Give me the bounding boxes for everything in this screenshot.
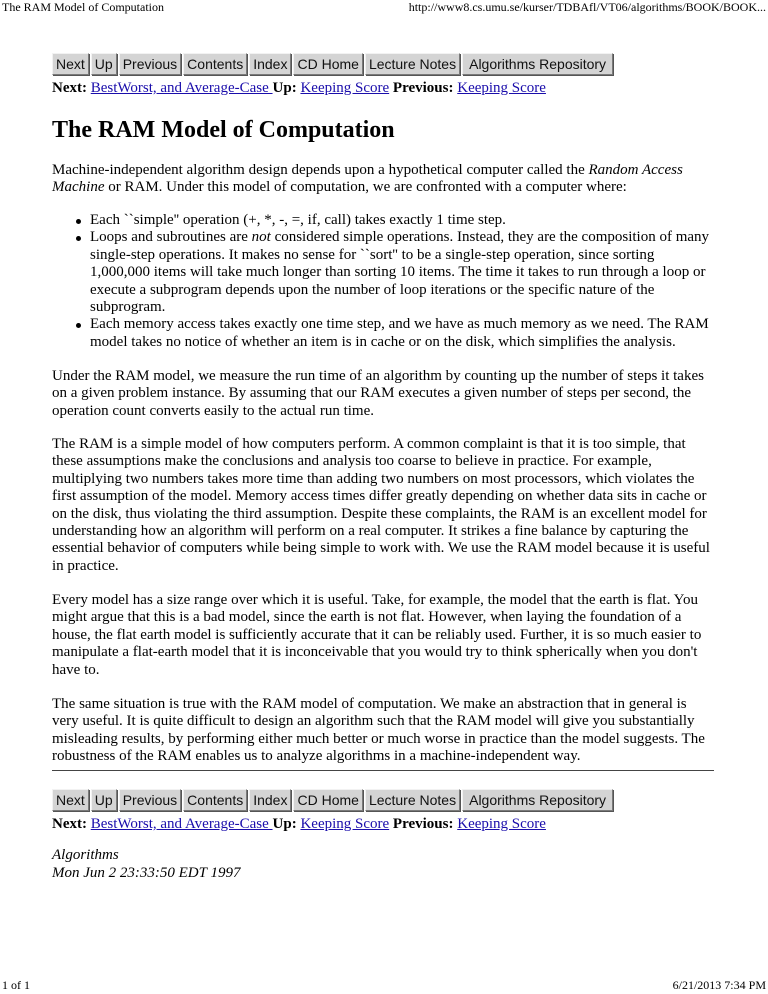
nav-lecture-notes-button[interactable]: Lecture Notes bbox=[365, 53, 460, 75]
next-link[interactable]: BestWorst, and Average-Case bbox=[90, 80, 273, 96]
list-item bbox=[90, 229, 714, 316]
nav-contents-button[interactable]: Contents bbox=[183, 789, 247, 811]
next-link[interactable]: BestWorst, and Average-Case bbox=[90, 816, 273, 832]
previous-label: Previous: bbox=[392, 816, 454, 832]
print-footer bbox=[2, 978, 766, 994]
print-header-title: The RAM Model of Computation bbox=[2, 0, 164, 14]
nav-up-button[interactable]: Up bbox=[91, 789, 117, 811]
print-header bbox=[2, 0, 766, 16]
signature-date: Mon Jun 2 23:33:50 EDT 1997 bbox=[52, 865, 241, 881]
intro-text: Machine-independent algorithm design depends upon a hypothetical computer called the bbox=[52, 162, 589, 178]
nav-index-button[interactable]: Index bbox=[249, 789, 291, 811]
nav-cd-home-button[interactable]: CD Home bbox=[293, 53, 362, 75]
nav-previous-button[interactable]: Previous bbox=[119, 53, 181, 75]
list-item bbox=[90, 212, 714, 229]
next-label: Next: bbox=[52, 80, 87, 96]
intro-paragraph bbox=[52, 162, 714, 197]
bottom-nav-buttons bbox=[52, 789, 613, 811]
nav-algorithms-repository-button[interactable]: Algorithms Repository bbox=[462, 789, 613, 811]
signature bbox=[52, 846, 240, 882]
divider bbox=[52, 770, 714, 771]
next-label: Next: bbox=[52, 816, 87, 832]
previous-link[interactable]: Keeping Score bbox=[457, 816, 546, 832]
nav-up-button[interactable]: Up bbox=[91, 53, 117, 75]
nav-index-button[interactable]: Index bbox=[249, 53, 291, 75]
body-paragraph: The same situation is true with the RAM model of computation. We make an abstraction that in general is very useful. It is quite difficult to design an algorithm such that the RAM model will give you substantially misleading results, by performing either much better or much worse in practice than the model suggests. The robustness of the RAM enables us to analyze algorithms in a machine-independent way. bbox=[52, 696, 705, 765]
previous-label: Previous: bbox=[392, 80, 454, 96]
intro-text-end: or RAM. Under this model of computation, we are confronted with a computer where: bbox=[104, 179, 627, 196]
up-label: Up: bbox=[272, 80, 297, 96]
body-paragraph: The RAM is a simple model of how computers perform. A common complaint is that it is too simple, that these assumptions make the conclusions and analysis too coarse to believe in practice. For example, multiplying two numbers takes more time than adding two numbers on most processors, which violates the first assumption of the model. Memory access times differ greatly depending on whether data sits in cache or on the disk, thus violating the third assumption. Despite these complaints, the RAM is an excellent model for understanding how an algorithm will perform on a real computer. It strikes a fine balance by capturing the essential behavior of computers while being simple to work with. We use the RAM model because it is useful in practice. bbox=[52, 436, 710, 574]
intro-emphasis: Random Access Machine bbox=[52, 162, 683, 196]
list-item-text: Loops and subroutines are bbox=[90, 229, 252, 246]
top-nav-buttons bbox=[52, 53, 613, 75]
signature-name: Algorithms bbox=[52, 847, 119, 863]
list-item-text: considered simple operations. Instead, they are the composition of many single-step operations. It makes no sense for ``sort'' to be a single-step operation, since sorting 1,000,000 items will take much longer than sorting 10 items. The time it takes to run through a loop or execute a subprogram depends upon the number of loop iterations or the specific nature of the subprogram. bbox=[90, 229, 710, 316]
previous-link[interactable]: Keeping Score bbox=[457, 80, 546, 96]
nav-next-button[interactable]: Next bbox=[52, 53, 89, 75]
nav-algorithms-repository-button[interactable]: Algorithms Repository bbox=[462, 53, 613, 75]
top-nav-links bbox=[52, 79, 546, 97]
bottom-nav-links bbox=[52, 815, 546, 833]
print-footer-datetime: 6/21/2013 7:34 PM bbox=[672, 978, 766, 992]
print-header-url: http://www8.cs.umu.se/kurser/TDBAfl/VT06/algorithms/BOOK/BOOK... bbox=[408, 0, 766, 14]
nav-cd-home-button[interactable]: CD Home bbox=[293, 789, 362, 811]
page-title: The RAM Model of Computation bbox=[52, 117, 395, 143]
list-item-emphasis: not bbox=[251, 229, 271, 246]
up-link[interactable]: Keeping Score bbox=[300, 816, 390, 832]
up-label: Up: bbox=[272, 816, 297, 832]
body-paragraph: Every model has a size range over which it is useful. Take, for example, the model that the earth is flat. You might argue that this is a bad model, since the earth is not flat. However, when laying the foundation of a house, the flat earth model is sufficiently accurate that it can be reliably used. Further, it is so much easier to manipulate a flat-earth model that it is inconceivable that you would try to think spherically when you don't have to. bbox=[52, 592, 702, 678]
nav-next-button[interactable]: Next bbox=[52, 789, 89, 811]
list-item-text: Each memory access takes exactly one time step, and we have as much memory as we need. The RAM model takes no notice of whether an item is in cache or on the disk, which simplifies the analysis. bbox=[90, 316, 709, 350]
nav-lecture-notes-button[interactable]: Lecture Notes bbox=[365, 789, 460, 811]
print-footer-page: 1 of 1 bbox=[2, 978, 30, 992]
nav-contents-button[interactable]: Contents bbox=[183, 53, 247, 75]
assumptions-list bbox=[52, 212, 714, 351]
list-item bbox=[90, 316, 714, 351]
body-paragraph: Under the RAM model, we measure the run time of an algorithm by counting up the number of steps it takes on a given problem instance. By assuming that our RAM executes a given number of steps per second, the operation count converts easily to the actual run time. bbox=[52, 368, 704, 419]
nav-previous-button[interactable]: Previous bbox=[119, 789, 181, 811]
list-item-text: Each ``simple'' operation (+, *, -, =, if, call) takes exactly 1 time step. bbox=[90, 212, 506, 228]
up-link[interactable]: Keeping Score bbox=[300, 80, 390, 96]
